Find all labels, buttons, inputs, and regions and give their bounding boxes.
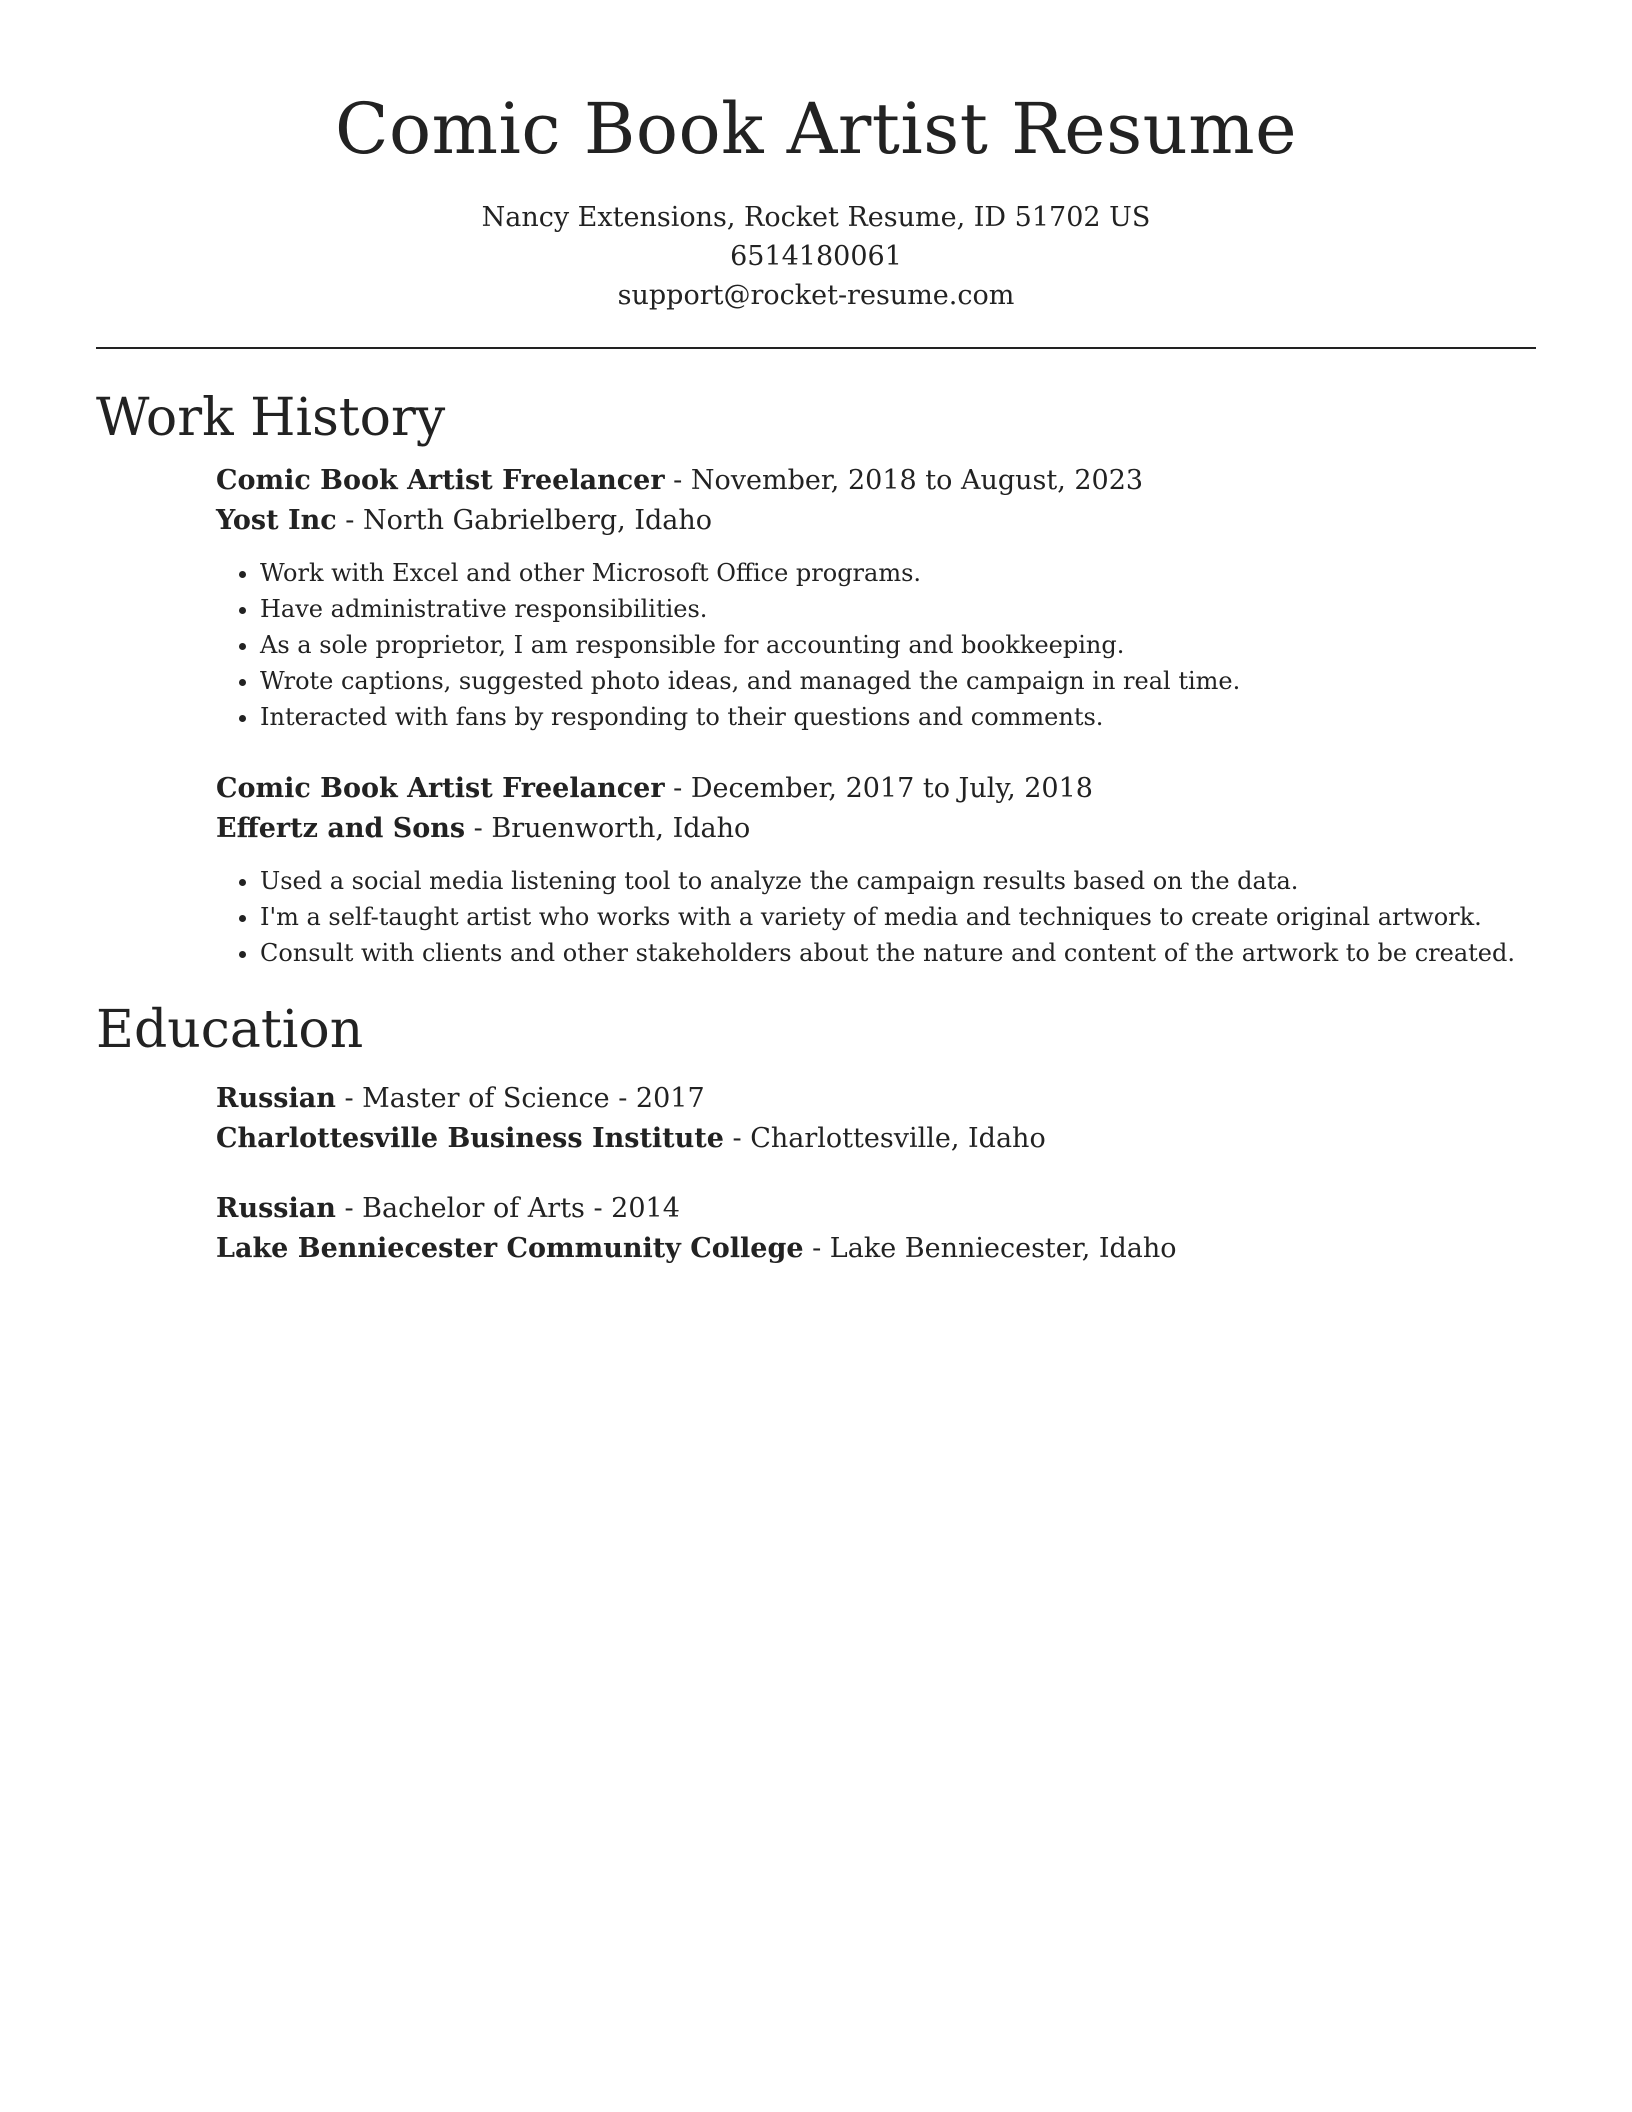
contact-email: support@rocket-resume.com (617, 280, 1015, 311)
job-duty-item: • Wrote captions, suggested photo ideas, and managed the campaign in real time. (260, 663, 1536, 699)
education-entry (216, 1079, 1536, 1159)
work-entry-company-line (216, 501, 1536, 541)
education-degree: - Master of Science - 2017 (335, 1083, 705, 1114)
job-duty-item: • Interacted with fans by responding to their questions and comments. (260, 699, 1536, 735)
company-name: Effertz and Sons (216, 813, 466, 844)
education-entry (216, 1189, 1536, 1269)
education-school-line (216, 1229, 1536, 1269)
job-dates: - November, 2018 to August, 2023 (664, 465, 1144, 496)
job-duty-item: • Work with Excel and other Microsoft Office programs. (260, 555, 1536, 591)
header-divider (96, 347, 1536, 349)
company-name: Yost Inc (216, 505, 337, 536)
job-dates: - December, 2017 to July, 2018 (664, 773, 1093, 804)
school-name: Charlottesville Business Institute (216, 1123, 724, 1154)
resume-header (96, 0, 1536, 315)
work-entry-title-line (216, 769, 1536, 809)
job-duty-item: • Have administrative responsibilities. (260, 591, 1536, 627)
contact-address: Nancy Extensions, Rocket Resume, ID 51702 US (481, 202, 1151, 233)
resume-title: Comic Book Artist Resume (334, 88, 1298, 170)
education-field: Russian (216, 1083, 336, 1114)
job-duty-item: • I'm a self-taught artist who works with a variety of media and techniques to create original artwork. (260, 899, 1536, 935)
education-school-line (216, 1119, 1536, 1159)
education-heading: Education (96, 1000, 364, 1060)
job-duties-list (216, 555, 1536, 735)
job-duties-list (216, 863, 1536, 971)
education-field: Russian (216, 1193, 336, 1224)
school-location: - Charlottesville, Idaho (723, 1123, 1046, 1154)
education-degree-line (216, 1079, 1536, 1119)
work-history-heading: Work History (96, 388, 446, 448)
work-entry (216, 769, 1536, 971)
education-degree-line (216, 1189, 1536, 1229)
job-title: Comic Book Artist Freelancer (216, 773, 665, 804)
education-degree: - Bachelor of Arts - 2014 (335, 1193, 680, 1224)
job-duty-item: • Consult with clients and other stakeholders about the nature and content of the artwork to be created. (260, 935, 1536, 971)
school-name: Lake Benniecester Community College (216, 1233, 804, 1264)
job-title: Comic Book Artist Freelancer (216, 465, 665, 496)
job-duty-item: • As a sole proprietor, I am responsible for accounting and bookkeeping. (260, 627, 1536, 663)
work-entry-title-line (216, 461, 1536, 501)
contact-phone: 6514180061 (730, 241, 902, 272)
job-duty-item: • Used a social media listening tool to analyze the campaign results based on the data. (260, 863, 1536, 899)
school-location: - Lake Benniecester, Idaho (803, 1233, 1177, 1264)
company-location: - North Gabrielberg, Idaho (336, 505, 713, 536)
contact-block (96, 198, 1536, 315)
work-entry-company-line (216, 809, 1536, 849)
work-entry (216, 461, 1536, 735)
company-location: - Bruenworth, Idaho (465, 813, 751, 844)
